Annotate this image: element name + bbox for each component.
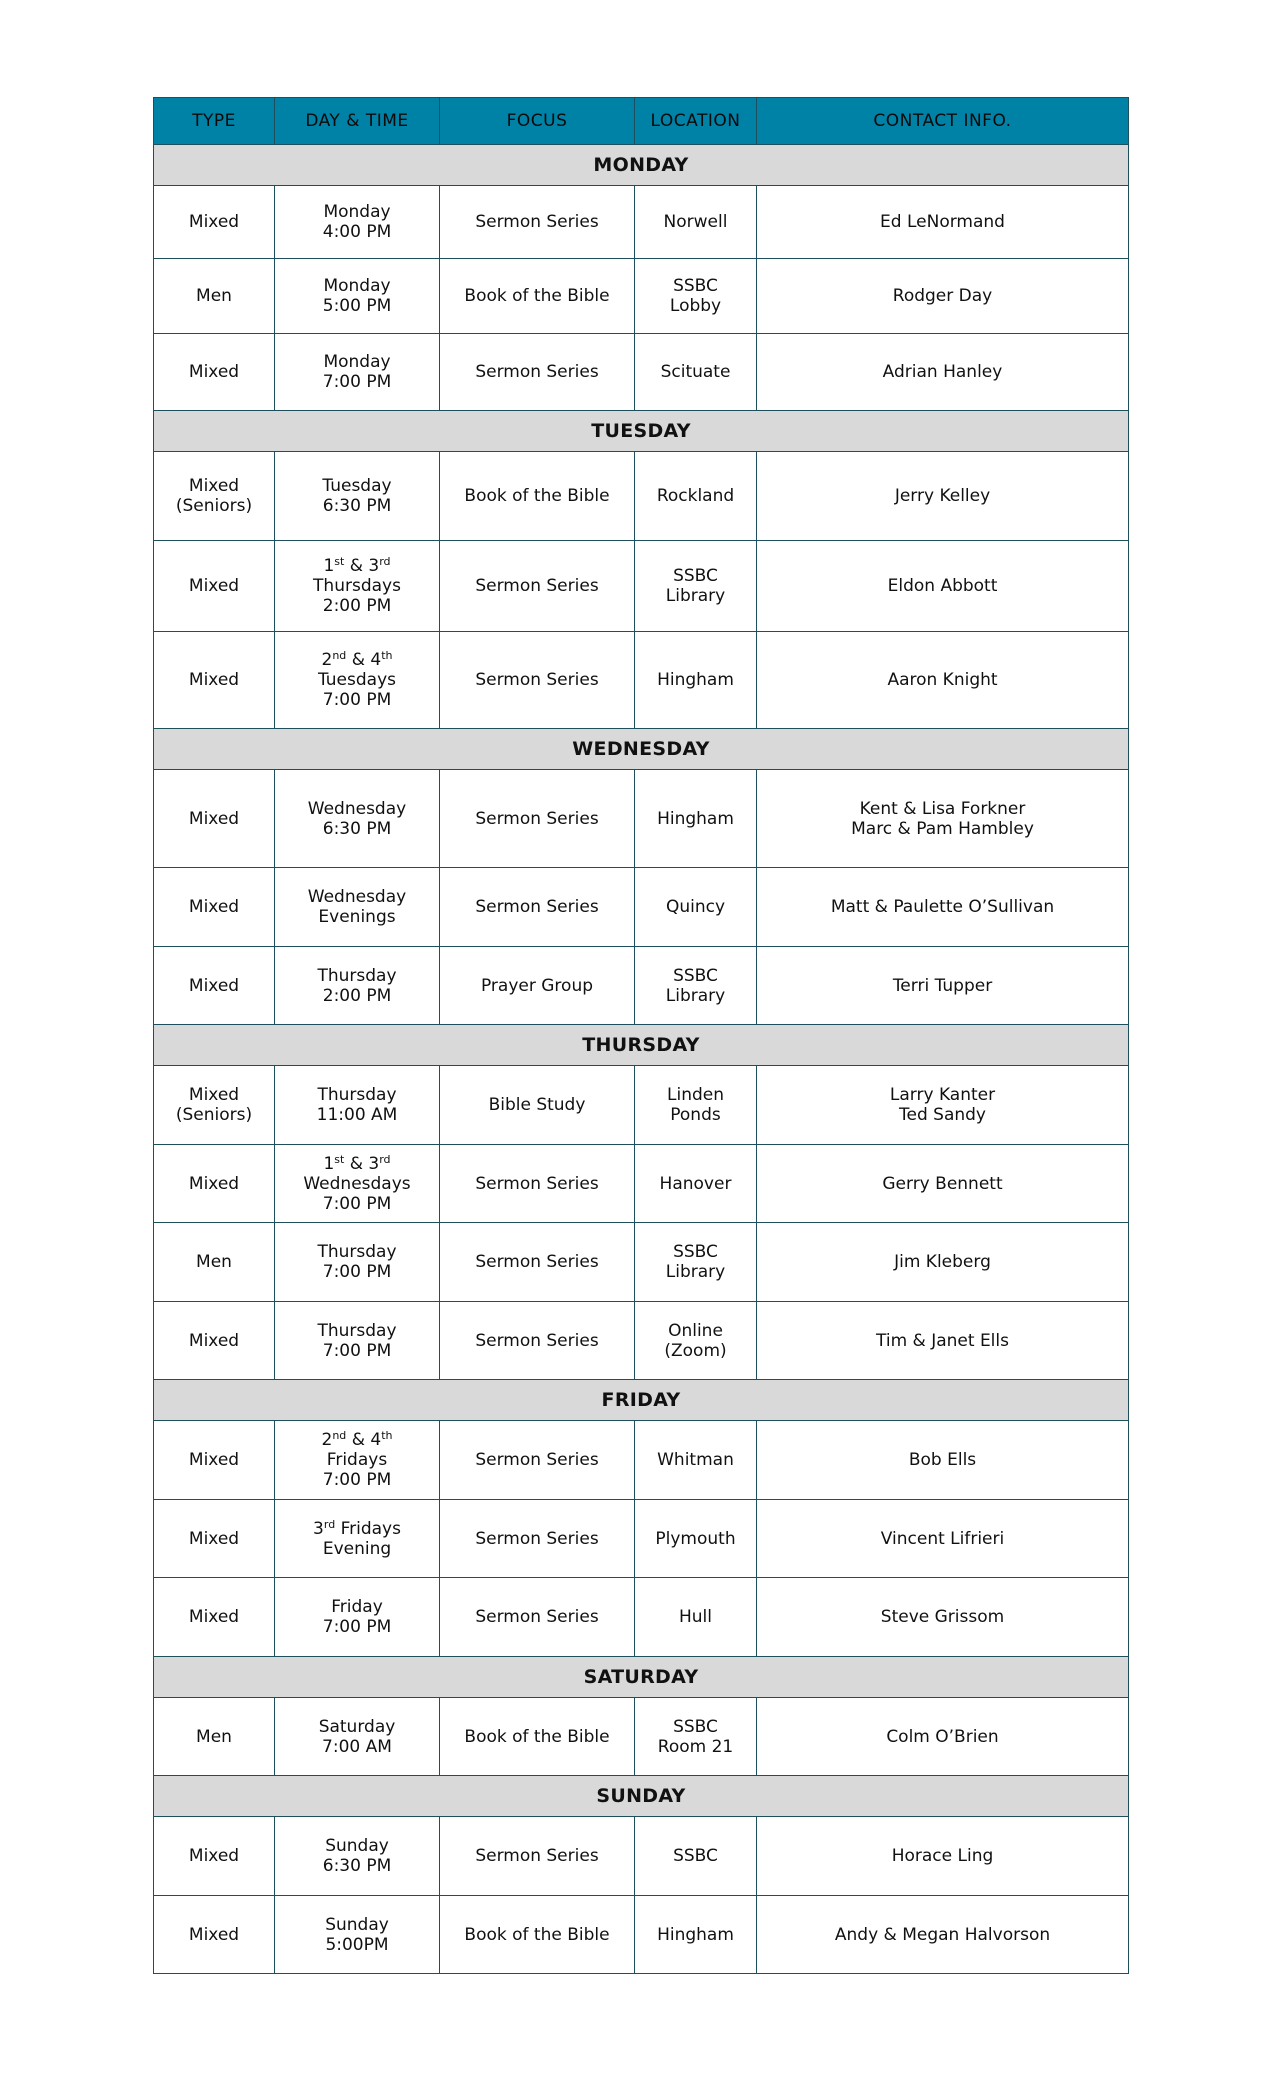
day-time-text: Thursday (317, 1085, 397, 1105)
location-text: SSBC (673, 566, 718, 586)
location-text: Linden (667, 1085, 724, 1105)
day-time-text: 6:30 PM (322, 496, 392, 516)
table-row (154, 1066, 1129, 1145)
contact-cell (757, 770, 1129, 868)
day-time-text: 7:00 PM (322, 372, 392, 392)
contact-cell (757, 186, 1129, 259)
day-time-text: Thursday (317, 1242, 397, 1262)
ordinal-suffix: nd (332, 649, 347, 662)
day-row-monday (154, 145, 1129, 186)
contact-text: Larry Kanter (889, 1085, 996, 1105)
schedule-table (153, 97, 1129, 1974)
day-time-text: 2:00 PM (322, 596, 392, 616)
type-cell (154, 868, 275, 947)
day-time-cell (275, 1896, 440, 1974)
location-cell (635, 1500, 757, 1578)
day-time-text: Wednesday (307, 798, 407, 819)
day-label: TUESDAY (154, 411, 1129, 452)
day-time-text: 6:30 PM (322, 818, 392, 839)
table-row (154, 632, 1129, 729)
day-time-cell (275, 947, 440, 1025)
day-time-text: Evening (322, 1538, 392, 1559)
focus-cell: Book of the Bible (440, 452, 635, 541)
type-text: Mixed (188, 1085, 240, 1105)
day-time-cell (275, 1302, 440, 1380)
location-text: Library (665, 1262, 726, 1282)
contact-text: Ed LeNormand (880, 212, 1005, 232)
table-row (154, 334, 1129, 411)
day-time-text: Fridays (326, 1450, 388, 1470)
day-time-cell (275, 770, 440, 868)
location-cell (635, 868, 757, 947)
contact-cell (757, 1145, 1129, 1223)
focus-cell: Sermon Series (440, 1421, 635, 1500)
ordinal-line (281, 650, 433, 670)
location-cell (635, 1302, 757, 1380)
day-row-sunday (154, 1776, 1129, 1817)
type-cell (154, 947, 275, 1025)
type-text: (Seniors) (175, 496, 253, 516)
contact-text: Adrian Hanley (882, 362, 1003, 382)
day-time-text: 7:00 PM (322, 690, 392, 710)
focus-cell: Sermon Series (440, 1145, 635, 1223)
ordinal-number: 2 (321, 650, 333, 670)
type-text: Mixed (188, 1173, 240, 1194)
day-time-cell (275, 259, 440, 334)
type-text: Men (196, 1252, 232, 1272)
focus-cell: Sermon Series (440, 1500, 635, 1578)
ordinal-suffix: th (381, 1429, 393, 1442)
focus-cell: Sermon Series (440, 770, 635, 868)
day-time-cell (275, 541, 440, 632)
day-label: THURSDAY (154, 1025, 1129, 1066)
table-row (154, 1578, 1129, 1657)
ordinal-joiner: & 4 (346, 1430, 382, 1450)
focus-cell: Book of the Bible (440, 1896, 635, 1974)
contact-text: Ted Sandy (899, 1105, 986, 1125)
contact-cell (757, 1500, 1129, 1578)
location-cell (635, 541, 757, 632)
day-row-saturday (154, 1657, 1129, 1698)
table-row (154, 1817, 1129, 1896)
table-row (154, 770, 1129, 868)
ordinal-joiner: Fridays (335, 1518, 401, 1539)
type-cell (154, 334, 275, 411)
type-cell (154, 1500, 275, 1578)
type-text: Mixed (188, 362, 240, 382)
day-time-cell (275, 1421, 440, 1500)
location-cell (635, 1145, 757, 1223)
location-cell (635, 1817, 757, 1896)
day-label: FRIDAY (154, 1380, 1129, 1421)
contact-text: Andy & Megan Halvorson (834, 1924, 1051, 1945)
day-time-cell (275, 1500, 440, 1578)
type-text: Mixed (188, 1846, 240, 1866)
location-text: Rockland (656, 486, 735, 506)
location-text: Hull (678, 1607, 712, 1627)
day-time-text: 6:30 PM (322, 1856, 392, 1876)
type-text: Mixed (188, 212, 240, 232)
day-time-cell (275, 1145, 440, 1223)
ordinal-number: 2 (321, 1430, 333, 1450)
day-time-text: Friday (331, 1597, 383, 1617)
type-cell (154, 770, 275, 868)
location-text: SSBC (673, 1242, 718, 1262)
location-text: Online (668, 1320, 723, 1341)
location-cell (635, 259, 757, 334)
ordinal-line (281, 1154, 433, 1174)
focus-cell: Sermon Series (440, 1223, 635, 1302)
contact-text: Tim & Janet Ells (876, 1330, 1009, 1351)
location-cell (635, 334, 757, 411)
location-cell (635, 947, 757, 1025)
focus-cell: Sermon Series (440, 541, 635, 632)
location-text: (Zoom) (664, 1340, 727, 1361)
location-cell (635, 1066, 757, 1145)
day-time-cell (275, 632, 440, 729)
day-time-text: 4:00 PM (322, 222, 392, 242)
type-cell (154, 1145, 275, 1223)
day-time-text: Wednesdays (303, 1173, 411, 1194)
location-text: Library (665, 586, 726, 606)
type-cell (154, 1896, 275, 1974)
day-label: SATURDAY (154, 1657, 1129, 1698)
location-text: Plymouth (655, 1528, 736, 1549)
table-row (154, 1223, 1129, 1302)
ordinal-line (281, 1430, 433, 1450)
type-cell (154, 452, 275, 541)
header-location: LOCATION (635, 98, 757, 145)
day-time-text: Saturday (318, 1716, 396, 1737)
location-cell (635, 186, 757, 259)
type-cell (154, 1698, 275, 1776)
day-time-text: Tuesdays (317, 670, 397, 690)
ordinal-joiner: & 4 (346, 650, 382, 670)
location-cell (635, 632, 757, 729)
location-text: SSBC (673, 965, 718, 986)
ordinal-line (281, 556, 433, 576)
contact-text: Vincent Lifrieri (880, 1528, 1005, 1549)
day-time-text: Wednesday (307, 887, 407, 907)
day-time-text: 7:00 PM (322, 1340, 392, 1361)
type-text: Mixed (188, 1607, 240, 1627)
day-row-tuesday (154, 411, 1129, 452)
day-label: SUNDAY (154, 1776, 1129, 1817)
contact-text: Jerry Kelley (894, 486, 991, 506)
ordinal-joiner: & 3 (344, 556, 380, 576)
day-time-text: 7:00 PM (322, 1617, 392, 1637)
header-type: TYPE (154, 98, 275, 145)
contact-text: Bob Ells (908, 1450, 977, 1470)
contact-text: Eldon Abbott (887, 576, 998, 596)
location-cell (635, 452, 757, 541)
type-text: Mixed (188, 1450, 240, 1470)
type-cell (154, 1066, 275, 1145)
day-time-cell (275, 1817, 440, 1896)
location-text: Hingham (657, 1924, 734, 1945)
type-text: Men (196, 286, 232, 306)
day-time-text: Tuesday (322, 476, 392, 496)
table-row (154, 947, 1129, 1025)
ordinal-suffix: rd (379, 1152, 391, 1166)
ordinal-joiner: & 3 (344, 1153, 380, 1174)
type-text: Mixed (188, 1924, 240, 1945)
day-time-cell (275, 1578, 440, 1657)
location-text: Hanover (659, 1173, 732, 1194)
location-text: SSBC (673, 276, 718, 296)
header-day-time: DAY & TIME (275, 98, 440, 145)
type-text: Mixed (188, 808, 240, 829)
type-text: Mixed (188, 576, 240, 596)
location-cell (635, 770, 757, 868)
contact-text: Terri Tupper (892, 975, 993, 996)
ordinal-line (281, 1519, 433, 1539)
day-time-text: 11:00 AM (316, 1105, 398, 1125)
day-time-text: Thursday (317, 965, 397, 986)
contact-cell (757, 947, 1129, 1025)
contact-cell (757, 541, 1129, 632)
contact-cell (757, 259, 1129, 334)
header-focus: FOCUS (440, 98, 635, 145)
location-text: Library (665, 985, 726, 1006)
day-time-cell (275, 334, 440, 411)
focus-cell: Sermon Series (440, 632, 635, 729)
type-cell (154, 259, 275, 334)
location-cell (635, 1578, 757, 1657)
type-text: Mixed (188, 670, 240, 690)
contact-cell (757, 334, 1129, 411)
table-row (154, 1500, 1129, 1578)
day-time-cell (275, 186, 440, 259)
day-label: WEDNESDAY (154, 729, 1129, 770)
day-time-cell (275, 1066, 440, 1145)
day-time-text: Thursdays (313, 576, 401, 596)
focus-cell: Prayer Group (440, 947, 635, 1025)
contact-text: Gerry Bennett (882, 1173, 1003, 1194)
table-row (154, 541, 1129, 632)
day-time-text: Thursday (317, 1320, 397, 1341)
contact-cell (757, 1302, 1129, 1380)
location-text: Lobby (669, 296, 722, 316)
ordinal-suffix: rd (379, 555, 391, 568)
ordinal-number: 1 (323, 1153, 335, 1174)
contact-cell (757, 1066, 1129, 1145)
day-row-thursday (154, 1025, 1129, 1066)
contact-text: Steve Grissom (880, 1607, 1005, 1627)
ordinal-suffix: nd (332, 1429, 347, 1442)
type-text: Mixed (188, 1528, 240, 1549)
table-row (154, 1698, 1129, 1776)
day-time-cell (275, 1223, 440, 1302)
focus-cell: Book of the Bible (440, 1698, 635, 1776)
contact-text: Kent & Lisa Forkner (859, 798, 1026, 819)
location-cell (635, 1698, 757, 1776)
type-cell (154, 1578, 275, 1657)
day-time-cell (275, 452, 440, 541)
contact-text: Matt & Paulette O’Sullivan (830, 897, 1055, 917)
table-row (154, 1302, 1129, 1380)
location-text: Room 21 (657, 1736, 734, 1757)
table-row (154, 868, 1129, 947)
location-cell (635, 1421, 757, 1500)
contact-cell (757, 1698, 1129, 1776)
table-row (154, 1896, 1129, 1974)
day-time-cell (275, 1698, 440, 1776)
location-text: Ponds (670, 1105, 721, 1125)
contact-text: Marc & Pam Hambley (851, 818, 1034, 839)
ordinal-number: 1 (323, 556, 335, 576)
day-time-text: Evenings (318, 907, 396, 927)
location-text: Scituate (660, 362, 731, 382)
focus-cell: Sermon Series (440, 1578, 635, 1657)
header-row (154, 98, 1129, 145)
contact-cell (757, 1896, 1129, 1974)
day-time-text: 7:00 PM (322, 1193, 392, 1214)
contact-text: Rodger Day (892, 286, 993, 306)
type-text: Mixed (188, 975, 240, 996)
table-row (154, 259, 1129, 334)
location-text: Hingham (657, 670, 734, 690)
contact-cell (757, 632, 1129, 729)
type-text: Mixed (188, 1330, 240, 1351)
day-time-text: 7:00 AM (322, 1736, 392, 1757)
day-time-text: Sunday (325, 1914, 389, 1935)
day-time-text: Monday (323, 276, 391, 296)
location-text: SSBC (673, 1716, 718, 1737)
day-row-wednesday (154, 729, 1129, 770)
ordinal-suffix: st (334, 555, 345, 568)
day-label: MONDAY (154, 145, 1129, 186)
focus-cell: Sermon Series (440, 186, 635, 259)
day-time-text: Monday (323, 352, 391, 372)
contact-cell (757, 1421, 1129, 1500)
contact-cell (757, 868, 1129, 947)
table-row (154, 186, 1129, 259)
location-text: SSBC (673, 1846, 718, 1866)
contact-cell (757, 1223, 1129, 1302)
table-row (154, 1145, 1129, 1223)
type-cell (154, 632, 275, 729)
day-time-text: Monday (323, 202, 391, 222)
location-text: Norwell (663, 212, 728, 232)
location-cell (635, 1896, 757, 1974)
contact-text: Jim Kleberg (894, 1252, 991, 1272)
day-time-cell (275, 868, 440, 947)
focus-cell: Sermon Series (440, 1817, 635, 1896)
day-row-friday (154, 1380, 1129, 1421)
focus-cell: Bible Study (440, 1066, 635, 1145)
contact-cell (757, 1817, 1129, 1896)
contact-cell (757, 1578, 1129, 1657)
type-text: Men (196, 1726, 232, 1747)
focus-cell: Book of the Bible (440, 259, 635, 334)
type-text: Mixed (188, 476, 240, 496)
focus-cell: Sermon Series (440, 1302, 635, 1380)
ordinal-suffix: st (334, 1152, 345, 1166)
type-cell (154, 541, 275, 632)
contact-text: Horace Ling (891, 1846, 994, 1866)
contact-cell (757, 452, 1129, 541)
type-text: (Seniors) (175, 1105, 253, 1125)
day-time-text: 5:00 PM (322, 296, 392, 316)
focus-cell: Sermon Series (440, 334, 635, 411)
location-cell (635, 1223, 757, 1302)
table-row (154, 452, 1129, 541)
day-time-text: 7:00 PM (322, 1470, 392, 1490)
type-cell (154, 186, 275, 259)
type-text: Mixed (188, 897, 240, 917)
ordinal-number: 3 (313, 1518, 324, 1539)
header-contact: CONTACT INFO. (757, 98, 1129, 145)
location-text: Quincy (665, 897, 726, 917)
day-time-text: 5:00PM (325, 1934, 389, 1955)
ordinal-suffix: rd (323, 1517, 336, 1531)
location-text: Hingham (657, 808, 734, 829)
focus-cell: Sermon Series (440, 868, 635, 947)
type-cell (154, 1421, 275, 1500)
day-time-text: 2:00 PM (322, 985, 392, 1006)
day-time-text: 7:00 PM (322, 1262, 392, 1282)
day-time-text: Sunday (325, 1836, 389, 1856)
type-cell (154, 1302, 275, 1380)
table-row (154, 1421, 1129, 1500)
schedule-body (154, 145, 1129, 1974)
contact-text: Colm O’Brien (886, 1726, 999, 1747)
location-text: Whitman (657, 1450, 734, 1470)
type-cell (154, 1817, 275, 1896)
type-cell (154, 1223, 275, 1302)
contact-text: Aaron Knight (887, 670, 998, 690)
ordinal-suffix: th (381, 649, 393, 662)
